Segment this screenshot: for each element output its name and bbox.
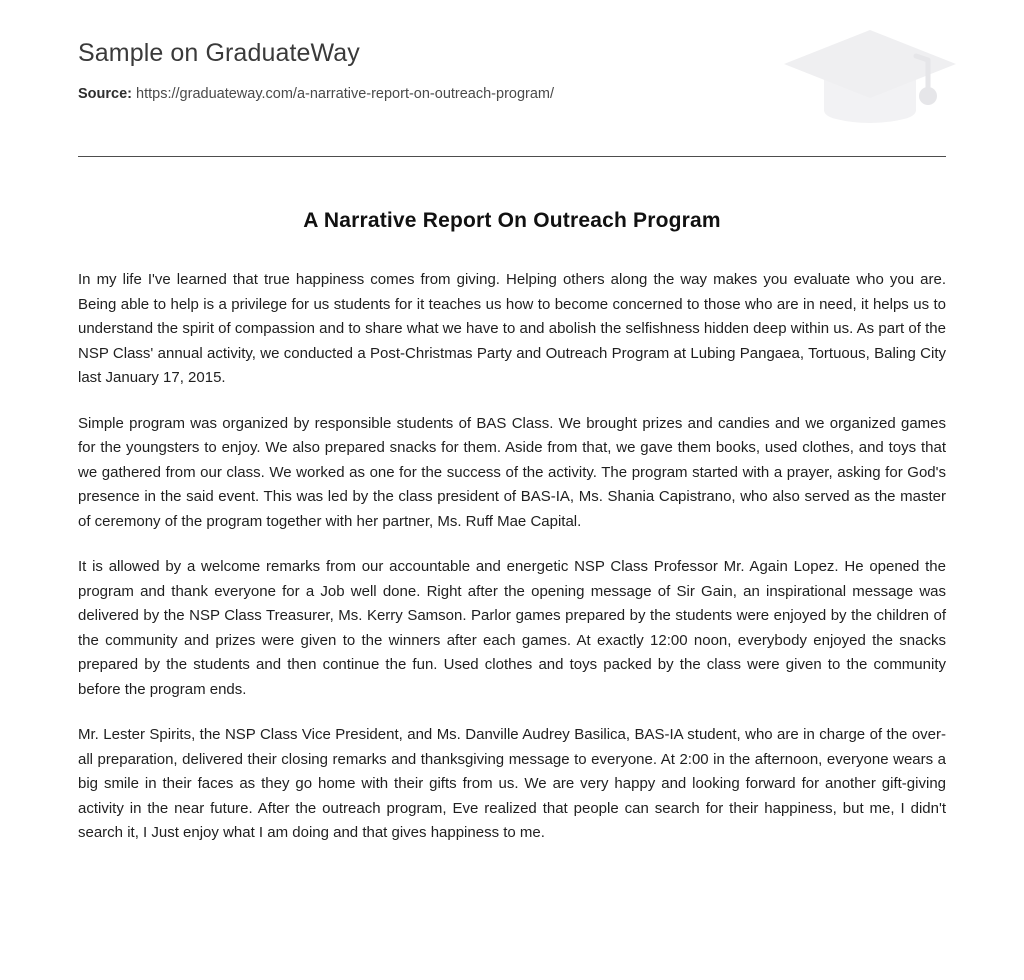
header-divider [78,156,946,157]
body-paragraph: Simple program was organized by responsible students of BAS Class. We brought prizes and candies and we organized games for the youngsters to enjoy. We also prepared snacks for them. Aside from that, we gave them books, used clothes, and toys that we gathered from our class. We worked as one for the success of the activity. The program started with a prayer, asking for God's presence in the said event. This was led by the class president of BAS-IA, Ms. Shania Capistrano, who also served as the master of ceremony of the program together with her partner, Ms. Ruff Mae Capital. [78,414,946,530]
body-paragraph: Mr. Lester Spirits, the NSP Class Vice President, and Ms. Danville Audrey Basilica, BAS-IA student, who are in charge of the over-all preparation, delivered their closing remarks and thanksgiving message to everyone. At 2:00 in the afternoon, everyone wears a big smile in their faces as they go home with their gifts from us. We are very happy and looking forward for another gift-giving activity in the near future. After the outreach program, Eve realized that people can search for their happiness, but me, I didn't search it, I Just enjoy what I am doing and that gives happiness to me. [78,726,946,842]
body-paragraph: It is allowed by a welcome remarks from our accountable and energetic NSP Class Professor Mr. Again Lopez. He opened the program and thank everyone for a Job well done. Right after the opening message of Sir Gain, an inspirational message was delivered by the NSP Class Treasurer, Ms. Kerry Samson. Parlor games prepared by the students were enjoyed by the children of the community and prizes were given to the winners after each games. At exactly 12:00 noon, everybody enjoyed the snacks prepared by the students and then continue the fun. Used clothes and toys packed by the class were given to the community before the program ends. [78,558,946,698]
source-line [78,86,946,103]
page-title: A Narrative Report On Outreach Program [303,209,721,232]
source-url[interactable]: https://graduateway.com/a-narrative-report-on-outreach-program/ [136,86,555,102]
body-paragraph: In my life I've learned that true happiness comes from giving. Helping others along the way makes you evaluate who you are. Being able to help is a privilege for us students for it teaches us how to become concerned to those who are in need, it helps us to understand the spirit of compassion and to share what we have to and abolish the selfishness hidden deep within us. As part of the NSP Class' annual activity, we conducted a Post-Christmas Party and Outreach Program at Lubing Pangaea, Tortuous, Baling City last January 17, 2015. [78,271,946,387]
document-body [0,234,1024,846]
site-title: Sample on GraduateWay [78,39,360,67]
document-header [0,0,1024,118]
source-label: Source: [78,86,132,102]
